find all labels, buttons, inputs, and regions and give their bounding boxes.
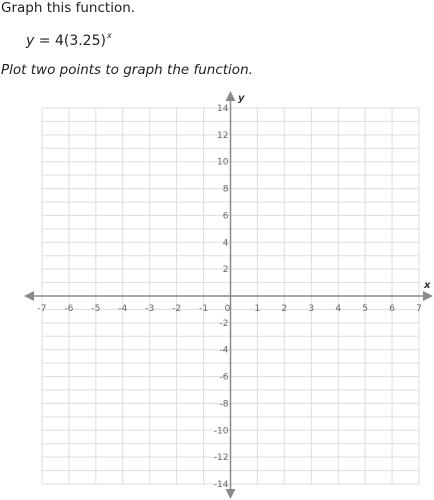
y-tick-label: 12 [217, 130, 229, 141]
x-tick-label: 6 [389, 304, 395, 314]
y-tick-label: -8 [219, 399, 229, 410]
x-tick-label: -2 [172, 304, 182, 314]
x-tick-label: 5 [362, 304, 369, 314]
equation-coefficient: 4 [54, 33, 64, 49]
y-tick-label: 14 [217, 104, 229, 114]
x-tick-label: 3 [308, 304, 315, 314]
x-tick-label: -7 [37, 304, 47, 314]
y-tick-label: -12 [213, 453, 229, 464]
y-axis-label: y [238, 93, 245, 104]
y-tick-label: -2 [219, 318, 229, 329]
x-axis-arrow-right [423, 291, 433, 301]
plot-instruction: Plot two points to graph the function. [1, 62, 253, 78]
equation-base: (3.25) [63, 33, 106, 49]
equation-exponent: x [106, 31, 112, 40]
y-tick-label: -6 [219, 372, 229, 383]
y-axis-arrow-up [226, 91, 236, 101]
x-axis-label: x [424, 280, 431, 291]
x-tick-label: 0 [224, 304, 231, 314]
y-tick-label: 2 [222, 265, 229, 276]
y-tick-label: -10 [213, 426, 229, 437]
x-tick-label: -5 [91, 304, 101, 314]
x-tick-label: -6 [64, 304, 74, 314]
y-axis-arrow-down [226, 489, 236, 499]
y-tick-label: -14 [213, 480, 229, 490]
x-tick-label: -4 [118, 304, 128, 314]
x-tick-label: 4 [335, 304, 342, 314]
y-tick-label: -4 [219, 345, 229, 356]
x-tick-label: -3 [145, 304, 155, 314]
x-tick-label: 7 [416, 304, 422, 314]
function-equation [26, 31, 112, 49]
coordinate-plane[interactable] [0, 88, 434, 500]
y-tick-label: 8 [222, 184, 229, 195]
x-axis-arrow-left [24, 291, 34, 301]
y-tick-label: 6 [222, 211, 229, 222]
equation-lhs: y [26, 33, 35, 49]
axes [24, 91, 433, 499]
question-prompt: Graph this function. [1, 0, 136, 16]
y-tick-label: 10 [217, 157, 229, 168]
x-tick-label: 2 [281, 304, 288, 314]
x-tick-label: 1 [254, 304, 261, 314]
y-tick-label: 4 [222, 238, 229, 249]
equation-equals: = [34, 33, 55, 49]
x-tick-label: -1 [199, 304, 209, 314]
